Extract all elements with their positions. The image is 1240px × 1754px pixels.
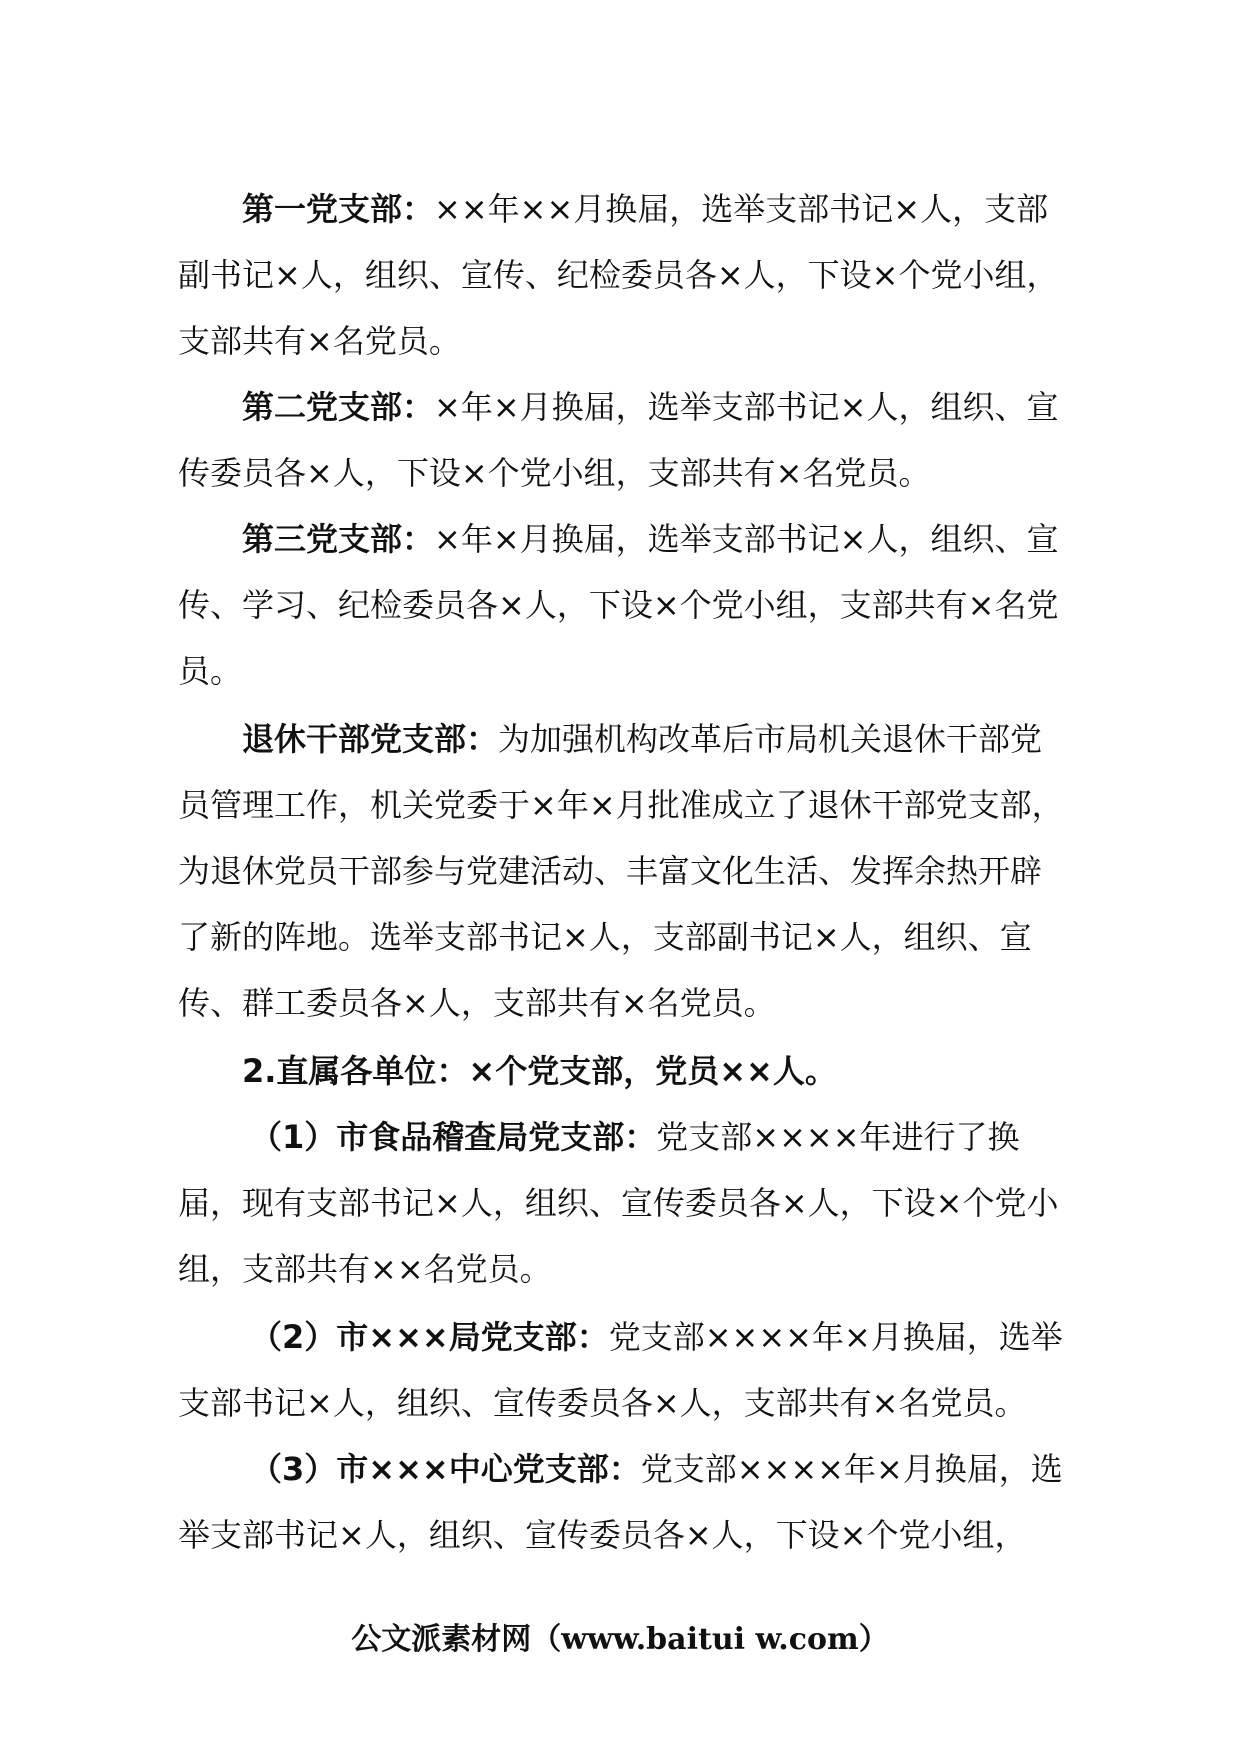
paragraph-text: ××年××月换届，选举支部书记×人，支部副书记×人，组织、宣传、纪检委员各×人，下设×个党小组，支部共有×名党员。 — [178, 190, 1059, 360]
paragraph-label: 退休干部党支部： — [242, 720, 499, 758]
paragraph-label: （2）市×××局党支部： — [250, 1318, 609, 1356]
paragraph-text: 为加强机构改革后市局机关退休干部党员管理工作，机关党委于×年×月批准成立了退休干部党支部，为退休党员干部参与党建活动、丰富文化生活、发挥余热开辟了新的阵地。选举支部书记×人，支部副书记×人，组织、宣传、群工委员各×人，支部共有×名党员。 — [178, 720, 1064, 1022]
paragraph-text: ×年×月换届，选举支部书记×人，组织、宣传委员各×人，下设×个党小组，支部共有×名党员。 — [178, 388, 1059, 492]
paragraph-text: 党支部××××年进行了换届，现有支部书记×人，组织、宣传委员各×人，下设×个党小组，支部共有××名党员。 — [178, 1118, 1059, 1288]
paragraph-branch-2 — [178, 374, 1070, 506]
paragraph-unit-3 — [178, 1436, 1070, 1568]
paragraph-branch-1 — [178, 176, 1070, 374]
paragraph-text: ×年×月换届，选举支部书记×人，组织、宣传、学习、纪检委员各×人，下设×个党小组，支部共有×名党员。 — [178, 520, 1059, 690]
paragraph-unit-2 — [178, 1304, 1070, 1436]
paragraph-text: 党支部××××年×月换届，选举支部书记×人，组织、宣传委员各×人，下设×个党小组， — [178, 1450, 1063, 1554]
paragraph-retired-branch — [178, 706, 1070, 1036]
paragraph-unit-1 — [178, 1104, 1070, 1302]
paragraph-label: （1）市食品稽查局党支部： — [250, 1118, 657, 1156]
paragraph-text: 党支部××××年×月换届，选举支部书记×人，组织、宣传委员各×人，支部共有×名党员。 — [178, 1318, 1063, 1422]
footer-watermark: 公文派素材网（www.baitui w.com） — [351, 1622, 889, 1657]
paragraph-label: 第二党支部： — [242, 388, 435, 426]
paragraph-label: 第一党支部： — [242, 190, 435, 228]
paragraph-label: （3）市×××中心党支部： — [250, 1450, 641, 1488]
paragraph-branch-3 — [178, 506, 1070, 704]
section-heading: 2.直属各单位：×个党支部，党员××人。 — [242, 1052, 837, 1090]
paragraph-label: 第三党支部： — [242, 520, 435, 558]
